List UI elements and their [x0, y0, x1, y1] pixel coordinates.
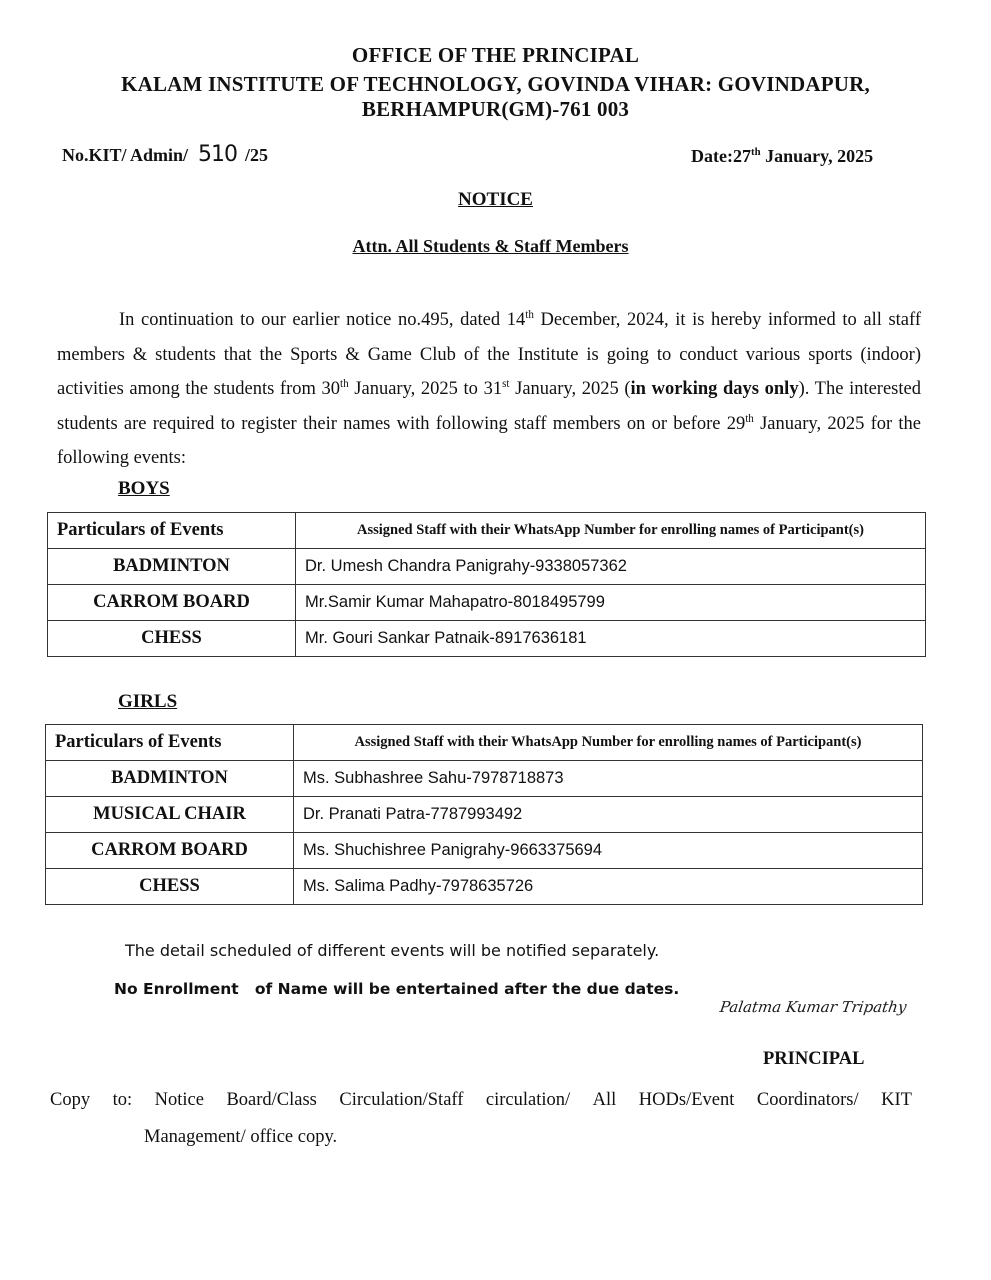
- copy-word: All: [592, 1090, 617, 1110]
- copy-word: Copy: [50, 1090, 91, 1110]
- event-name: BADMINTON: [48, 549, 296, 585]
- staff-contact: Dr. Pranati Patra-7787993492: [294, 797, 923, 833]
- body-text: January, 2025 for the following events:: [57, 413, 921, 469]
- letterhead-office: OFFICE OF THE PRINCIPAL: [351, 43, 640, 67]
- table-row: [48, 621, 926, 657]
- staff-contact: Ms. Shuchishree Panigrahy-9663375694: [294, 833, 923, 869]
- signatory-title: PRINCIPAL: [763, 1049, 865, 1069]
- staff-contact: Dr. Umesh Chandra Panigrahy-9338057362: [296, 549, 926, 585]
- attention-line: Attn. All Students & Staff Members: [352, 236, 629, 256]
- copy-word: Notice: [154, 1090, 204, 1110]
- table-row: [46, 833, 923, 869]
- body-text: January, 2025 (: [509, 379, 631, 400]
- copy-word: Circulation/Staff: [339, 1090, 464, 1110]
- event-name: MUSICAL CHAIR: [46, 797, 294, 833]
- copy-word: KIT: [881, 1090, 912, 1110]
- header-staff: Assigned Staff with their WhatsApp Number for enrolling names of Participant(s): [296, 513, 926, 549]
- girls-events-table: [45, 724, 923, 905]
- notice-title: NOTICE: [458, 189, 533, 210]
- copy-word: to:: [112, 1090, 133, 1110]
- deadline-note: No Enrollment of Name will be entertained after the due dates.: [114, 980, 680, 998]
- staff-contact: Mr.Samir Kumar Mahapatro-8018495799: [296, 585, 926, 621]
- header-event: Particulars of Events: [46, 725, 294, 761]
- girls-section-label: GIRLS: [118, 691, 178, 712]
- event-name: BADMINTON: [46, 761, 294, 797]
- boys-section-label: BOYS: [118, 478, 170, 499]
- body-text: December, 2024, it is hereby informed to all staff members & students that the Sports & Game Club of the Institute is going to conduct various sports (indoor) activities among the students from 30: [57, 310, 921, 400]
- body-sup: th: [745, 412, 754, 425]
- header-event: Particulars of Events: [48, 513, 296, 549]
- table-row: [48, 549, 926, 585]
- copy-word: circulation/: [485, 1090, 571, 1110]
- header-staff: Assigned Staff with their WhatsApp Number for enrolling names of Participant(s): [294, 725, 923, 761]
- table-row: [46, 869, 923, 905]
- body-text: January, 2025 to 31: [348, 379, 503, 400]
- body-sup: th: [525, 308, 534, 321]
- body-sup: st: [502, 378, 510, 391]
- copy-word: Coordinators/: [756, 1090, 859, 1110]
- staff-contact: Ms. Subhashree Sahu-7978718873: [294, 761, 923, 797]
- event-name: CHESS: [48, 621, 296, 657]
- letterhead-address: BERHAMPUR(GM)-761 003: [361, 97, 630, 121]
- body-text: In continuation to our earlier notice no.495, dated 14: [119, 310, 526, 330]
- body-bold-text: in working days only: [630, 379, 799, 400]
- copy-to-block: [50, 1082, 912, 1156]
- table-header-row: [48, 513, 926, 549]
- copy-to-line1: [50, 1082, 912, 1119]
- event-name: CARROM BOARD: [48, 585, 296, 621]
- letterhead-institute: KALAM INSTITUTE OF TECHNOLOGY, GOVINDA VIHAR: GOVINDAPUR,: [121, 72, 870, 96]
- table-row: [46, 761, 923, 797]
- date-sup: th: [750, 146, 761, 158]
- event-name: CARROM BOARD: [46, 833, 294, 869]
- body-sup: th: [340, 378, 349, 391]
- reference-suffix: /25: [245, 145, 269, 165]
- notice-body: [57, 303, 921, 476]
- copy-to-line2: Management/ office copy.: [144, 1127, 338, 1147]
- table-row: [46, 797, 923, 833]
- handwritten-reference-number: 510: [198, 142, 238, 167]
- boys-events-table: [47, 512, 926, 657]
- reference-prefix: No.KIT/ Admin/: [62, 145, 189, 165]
- table-header-row: [46, 725, 923, 761]
- staff-contact: Mr. Gouri Sankar Patnaik-8917636181: [296, 621, 926, 657]
- date-suffix: January, 2025: [760, 146, 874, 166]
- date-prefix: Date:27: [691, 146, 751, 166]
- copy-word: Board/Class: [226, 1090, 317, 1110]
- reference-number: [62, 142, 268, 167]
- staff-contact: Ms. Salima Padhy-7978635726: [294, 869, 923, 905]
- body-text: ). The interested students are required to register their names with following staff members on or before 29: [57, 379, 921, 434]
- event-name: CHESS: [46, 869, 294, 905]
- table-row: [48, 585, 926, 621]
- schedule-note: The detail scheduled of different events will be notified separately.: [125, 941, 660, 960]
- copy-word: HODs/Event: [638, 1090, 735, 1110]
- principal-signature: Palatma Kumar Tripathy: [718, 998, 908, 1016]
- notice-date: [691, 146, 873, 167]
